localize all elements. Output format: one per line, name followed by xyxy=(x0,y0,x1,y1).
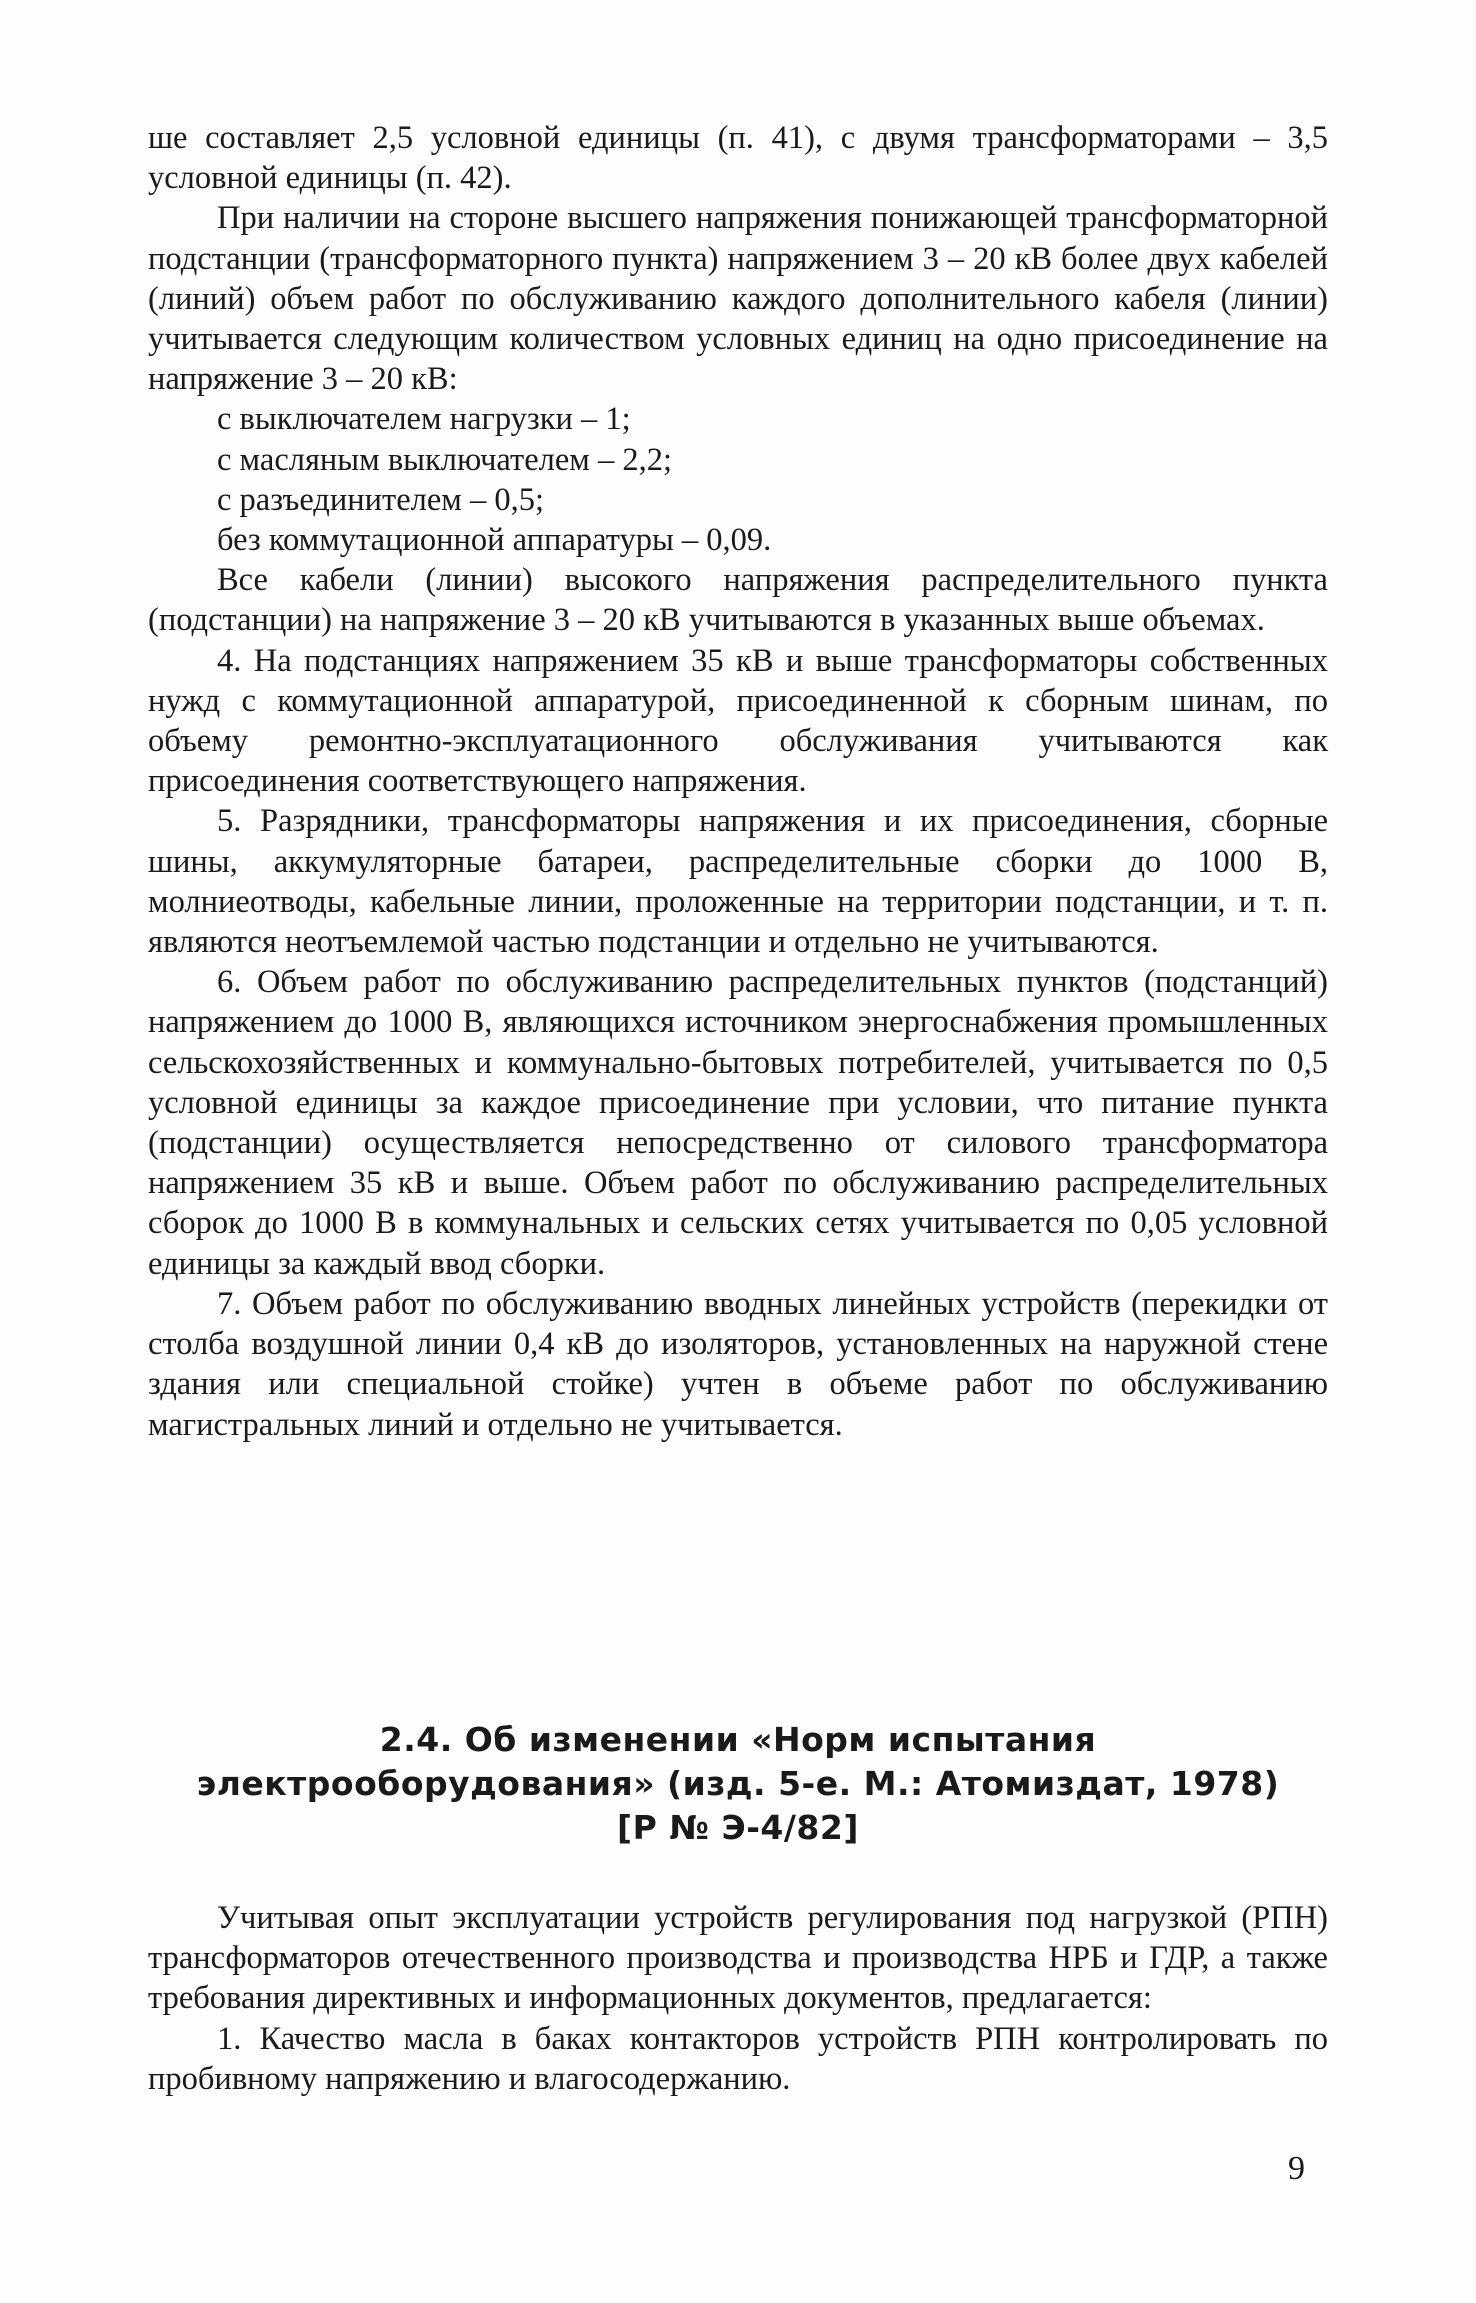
paragraph-rpn-experience: Учитывая опыт эксплуатации устройств регулирования под нагрузкой (РПН) трансформаторов отечественного производства и производства НРБ и ГДР, а также требования директивных и информационных документов, предлагается: xyxy=(148,1900,1328,2017)
paragraph-item-4: 4. На подстанциях напряжением 35 кВ и выше трансформаторы собственных нужд с коммутационной аппаратурой, присоединенной к сборным шинам, по объему ремонтно-эксплуатационного обслуживания учитываются как присоединения соответствующего напряжения. xyxy=(148,642,1328,800)
section-2-4-body xyxy=(148,1898,1328,2099)
paragraph-item-6: 6. Объем работ по обслуживанию распределительных пунктов (подстанций) напряжением до 1000 В, являющихся источником энергоснабжения промышленных сельскохозяйственных и коммунально-бытовых потребителей, учитывается по 0,5 условной единицы за каждое присоединение при условии, что питание пункта (подстанции) осуществляется непосредственно от силового трансформатора напряжением 35 кВ и выше. Объем работ по обслуживанию распределительных сборок до 1000 В в коммунальных и сельских сетях учитывается по 0,05 условной единицы за каждый ввод сборки. xyxy=(148,964,1328,1282)
paragraph-item-1-oil-quality: 1. Качество масла в баках контакторов устройств РПН контролировать по пробивному напряжению и влагосодержанию. xyxy=(148,2020,1328,2097)
heading-line-1: 2.4. Об изменении «Норм испытания xyxy=(379,1720,1097,1759)
heading-line-2: электрооборудования» (изд. 5-е. М.: Атомиздат, 1978) xyxy=(196,1764,1280,1803)
page-number: 9 xyxy=(1288,2150,1305,2187)
list-item-oil-switch: с масляным выключателем – 2,2; xyxy=(217,441,672,478)
paragraph-item-5: 5. Разрядники, трансформаторы напряжения и их присоединения, сборные шины, аккумуляторные батареи, распределительные сборки до 1000 В, молниеотводы, кабельные линии, проложенные на территории подстанции, и т. п. являются неотъемлемой частью подстанции и отдельно не учитываются. xyxy=(148,803,1328,961)
paragraph-cables-count: При наличии на стороне высшего напряжения понижающей трансформаторной подстанции (трансформаторного пункта) напряжением 3 – 20 кВ более двух кабелей (линий) объем работ по обслуживанию каждого дополнительного кабеля (линии) учитывается следующим количеством условных единиц на одно присоединение на напряжение 3 – 20 кВ: xyxy=(148,200,1328,398)
section-heading xyxy=(148,1718,1328,1850)
list-item-no-switchgear: без коммутационной аппаратуры – 0,09. xyxy=(217,522,772,559)
list-item-disconnector: с разъединителем – 0,5; xyxy=(217,481,545,518)
paragraph-item-7: 7. Объем работ по обслуживанию вводных линейных устройств (перекидки от столба воздушной линии 0,4 кВ до изоляторов, установленных на наружной стене здания или специальной стойке) учтен в объеме работ по обслуживанию магистральных линий и отдельно не учитывается. xyxy=(148,1285,1328,1443)
paragraph-continuation: ше составляет 2,5 условной единицы (п. 41), с двумя трансформаторами – 3,5 условной единицы (п. 42). xyxy=(148,120,1328,197)
list-item-load-switch: с выключателем нагрузки – 1; xyxy=(217,401,631,438)
section-2-3-continued xyxy=(148,118,1328,1445)
heading-line-3: [Р № Э-4/82] xyxy=(617,1808,859,1847)
paragraph-hv-cables: Все кабели (линии) высокого напряжения распределительного пункта (подстанции) на напряжение 3 – 20 кВ учитываются в указанных выше объемах. xyxy=(148,562,1328,639)
